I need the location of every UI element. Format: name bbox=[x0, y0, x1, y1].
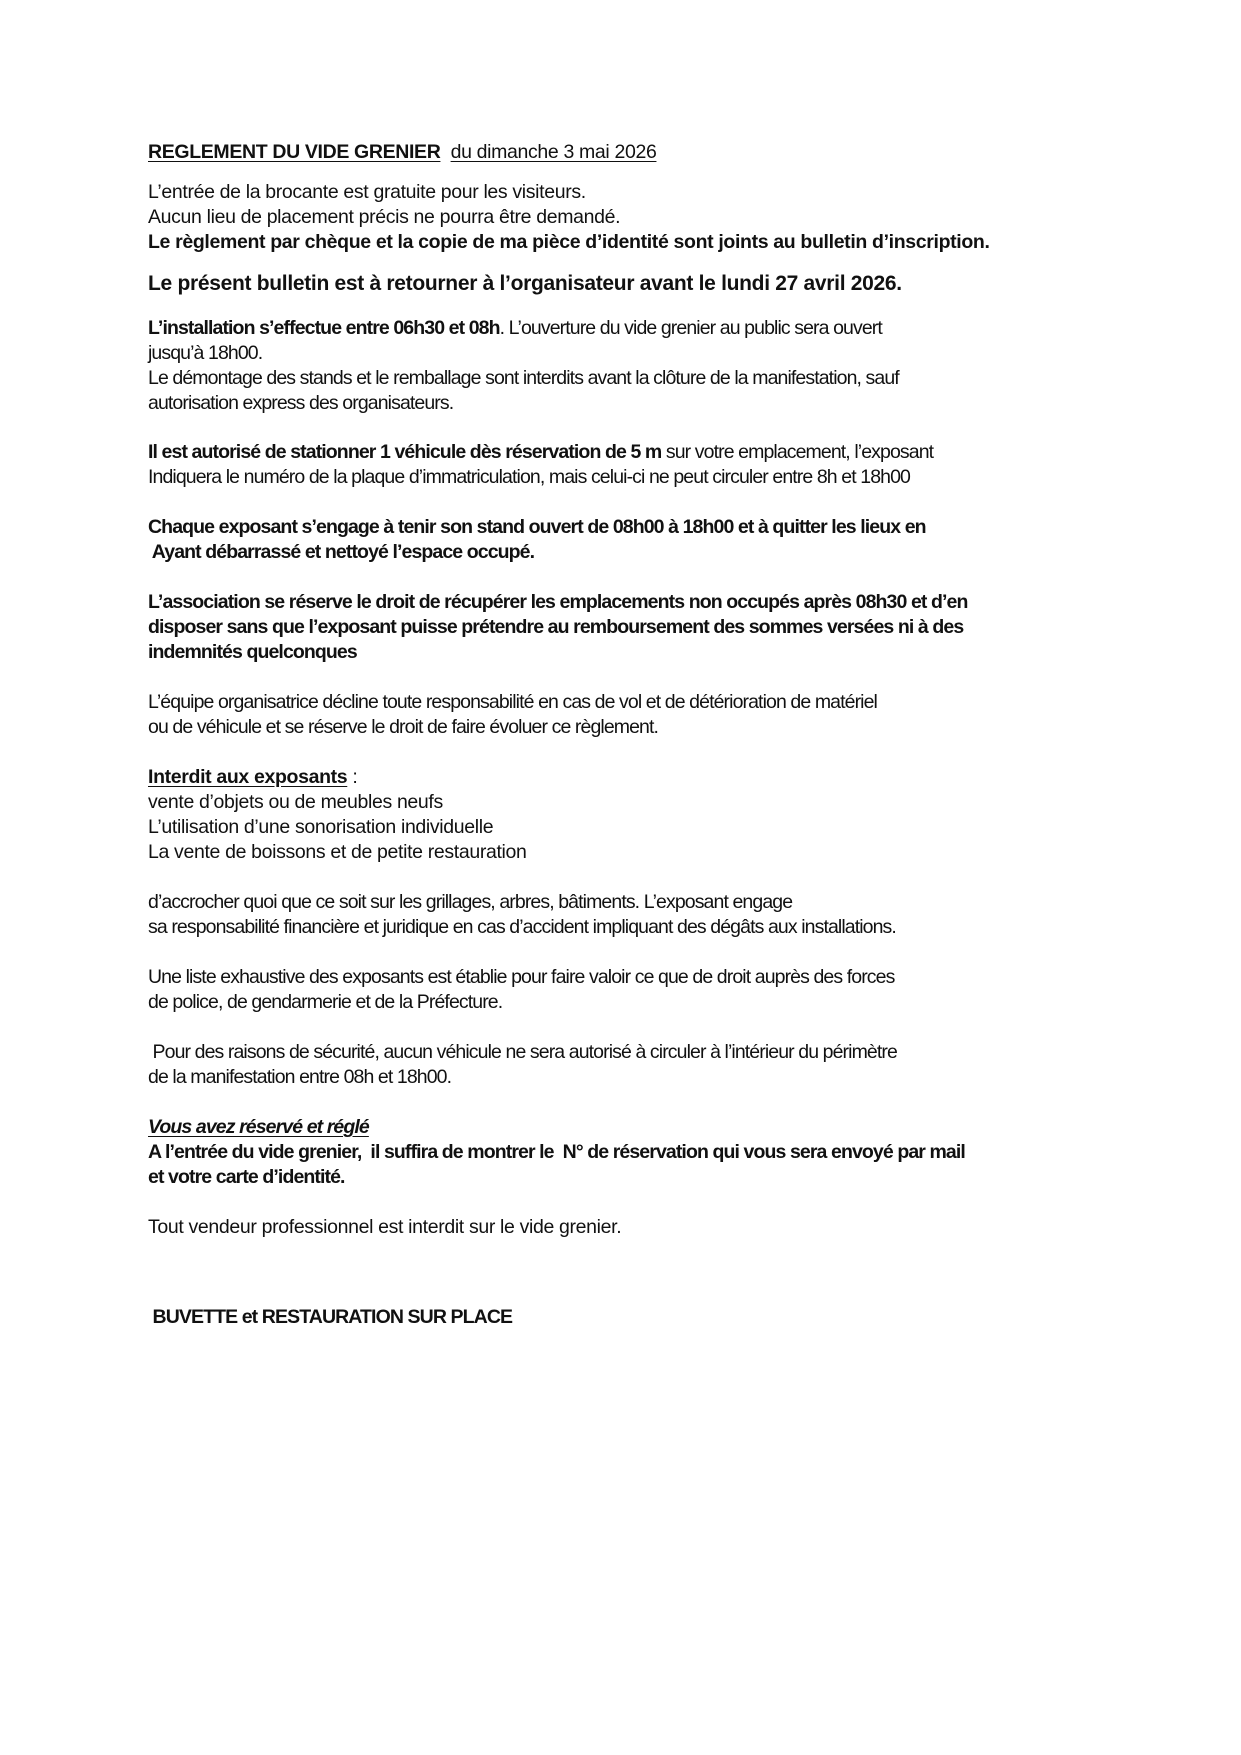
parking-rest: sur votre emplacement, l’exposant bbox=[661, 441, 934, 463]
reserved-line-2: et votre carte d’identité. bbox=[148, 1166, 345, 1188]
intro-line-1: L’entrée de la brocante est gratuite pour les visiteurs. bbox=[148, 181, 586, 203]
association-rights-line-2: disposer sans que l’exposant puisse prétendre au remboursement des sommes versées ni à des bbox=[148, 616, 964, 638]
installation-rest: . L’ouverture du vide grenier au public sera ouvert bbox=[499, 317, 882, 339]
association-rights-line-3: indemnités quelconques bbox=[148, 641, 357, 663]
parking-line-1 bbox=[148, 440, 933, 464]
stand-commitment-line-1: Chaque exposant s’engage à tenir son stand ouvert de 08h00 à 18h00 et à quitter les lieux en bbox=[148, 516, 926, 538]
security-line-1: Pour des raisons de sécurité, aucun véhicule ne sera autorisé à circuler à l’intérieur du périmètre bbox=[148, 1041, 897, 1063]
installation-line-2: jusqu’à 18h00. bbox=[148, 342, 263, 364]
forbidden-item: La vente de boissons et de petite restauration bbox=[148, 841, 527, 863]
installation-bold: L’installation s’effectue entre 06h30 et 08h bbox=[148, 317, 500, 339]
installation-line-3: Le démontage des stands et le remballage sont interdits avant la clôture de la manifestation, sauf bbox=[148, 367, 899, 389]
hanging-line-1: d’accrocher quoi que ce soit sur les grillages, arbres, bâtiments. L’exposant engage bbox=[148, 891, 793, 913]
deadline-notice: Le présent bulletin est à retourner à l’organisateur avant le lundi 27 avril 2026. bbox=[148, 272, 902, 295]
title-date: du dimanche 3 mai 2026 bbox=[450, 141, 657, 163]
title-main: REGLEMENT DU VIDE GRENIER bbox=[148, 141, 441, 163]
intro-line-2: Aucun lieu de placement précis ne pourra être demandé. bbox=[148, 206, 621, 228]
professional-notice: Tout vendeur professionnel est interdit sur le vide grenier. bbox=[148, 1216, 622, 1238]
reserved-line-1: A l’entrée du vide grenier, il suffira de montrer le N° de réservation qui vous sera envoyé par mail bbox=[148, 1141, 965, 1163]
exhibitor-list-line-1: Une liste exhaustive des exposants est établie pour faire valoir ce que de droit auprès des forces bbox=[148, 966, 895, 988]
hanging-line-2: sa responsabilité financière et juridique en cas d’accident impliquant des dégâts aux installations. bbox=[148, 916, 896, 938]
forbidden-heading-line bbox=[148, 765, 357, 789]
parking-bold: Il est autorisé de stationner 1 véhicule dès réservation de 5 m bbox=[148, 441, 662, 463]
stand-commitment-line-2: Ayant débarrassé et nettoyé l’espace occupé. bbox=[148, 541, 535, 563]
liability-line-2: ou de véhicule et se réserve le droit de faire évoluer ce règlement. bbox=[148, 716, 659, 738]
installation-line-1 bbox=[148, 316, 882, 340]
buvette-heading: BUVETTE et RESTAURATION SUR PLACE bbox=[148, 1306, 513, 1328]
forbidden-heading-suffix: : bbox=[347, 766, 358, 788]
reserved-heading: Vous avez réservé et réglé bbox=[148, 1116, 369, 1138]
document-title bbox=[148, 140, 656, 164]
security-line-2: de la manifestation entre 08h et 18h00. bbox=[148, 1066, 452, 1088]
parking-line-2: Indiquera le numéro de la plaque d’immatriculation, mais celui-ci ne peut circuler entre 8h et 18h00 bbox=[148, 466, 910, 488]
installation-line-4: autorisation express des organisateurs. bbox=[148, 392, 454, 414]
exhibitor-list-line-2: de police, de gendarmerie et de la Préfecture. bbox=[148, 991, 503, 1013]
forbidden-item: L’utilisation d’une sonorisation individuelle bbox=[148, 816, 494, 838]
association-rights-line-1: L’association se réserve le droit de récupérer les emplacements non occupés après 08h30 et d’en bbox=[148, 591, 968, 613]
forbidden-heading: Interdit aux exposants bbox=[148, 766, 348, 788]
liability-line-1: L’équipe organisatrice décline toute responsabilité en cas de vol et de détérioration de matériel bbox=[148, 691, 877, 713]
forbidden-item: vente d’objets ou de meubles neufs bbox=[148, 791, 443, 813]
intro-line-3: Le règlement par chèque et la copie de ma pièce d’identité sont joints au bulletin d’inscription. bbox=[148, 231, 990, 253]
